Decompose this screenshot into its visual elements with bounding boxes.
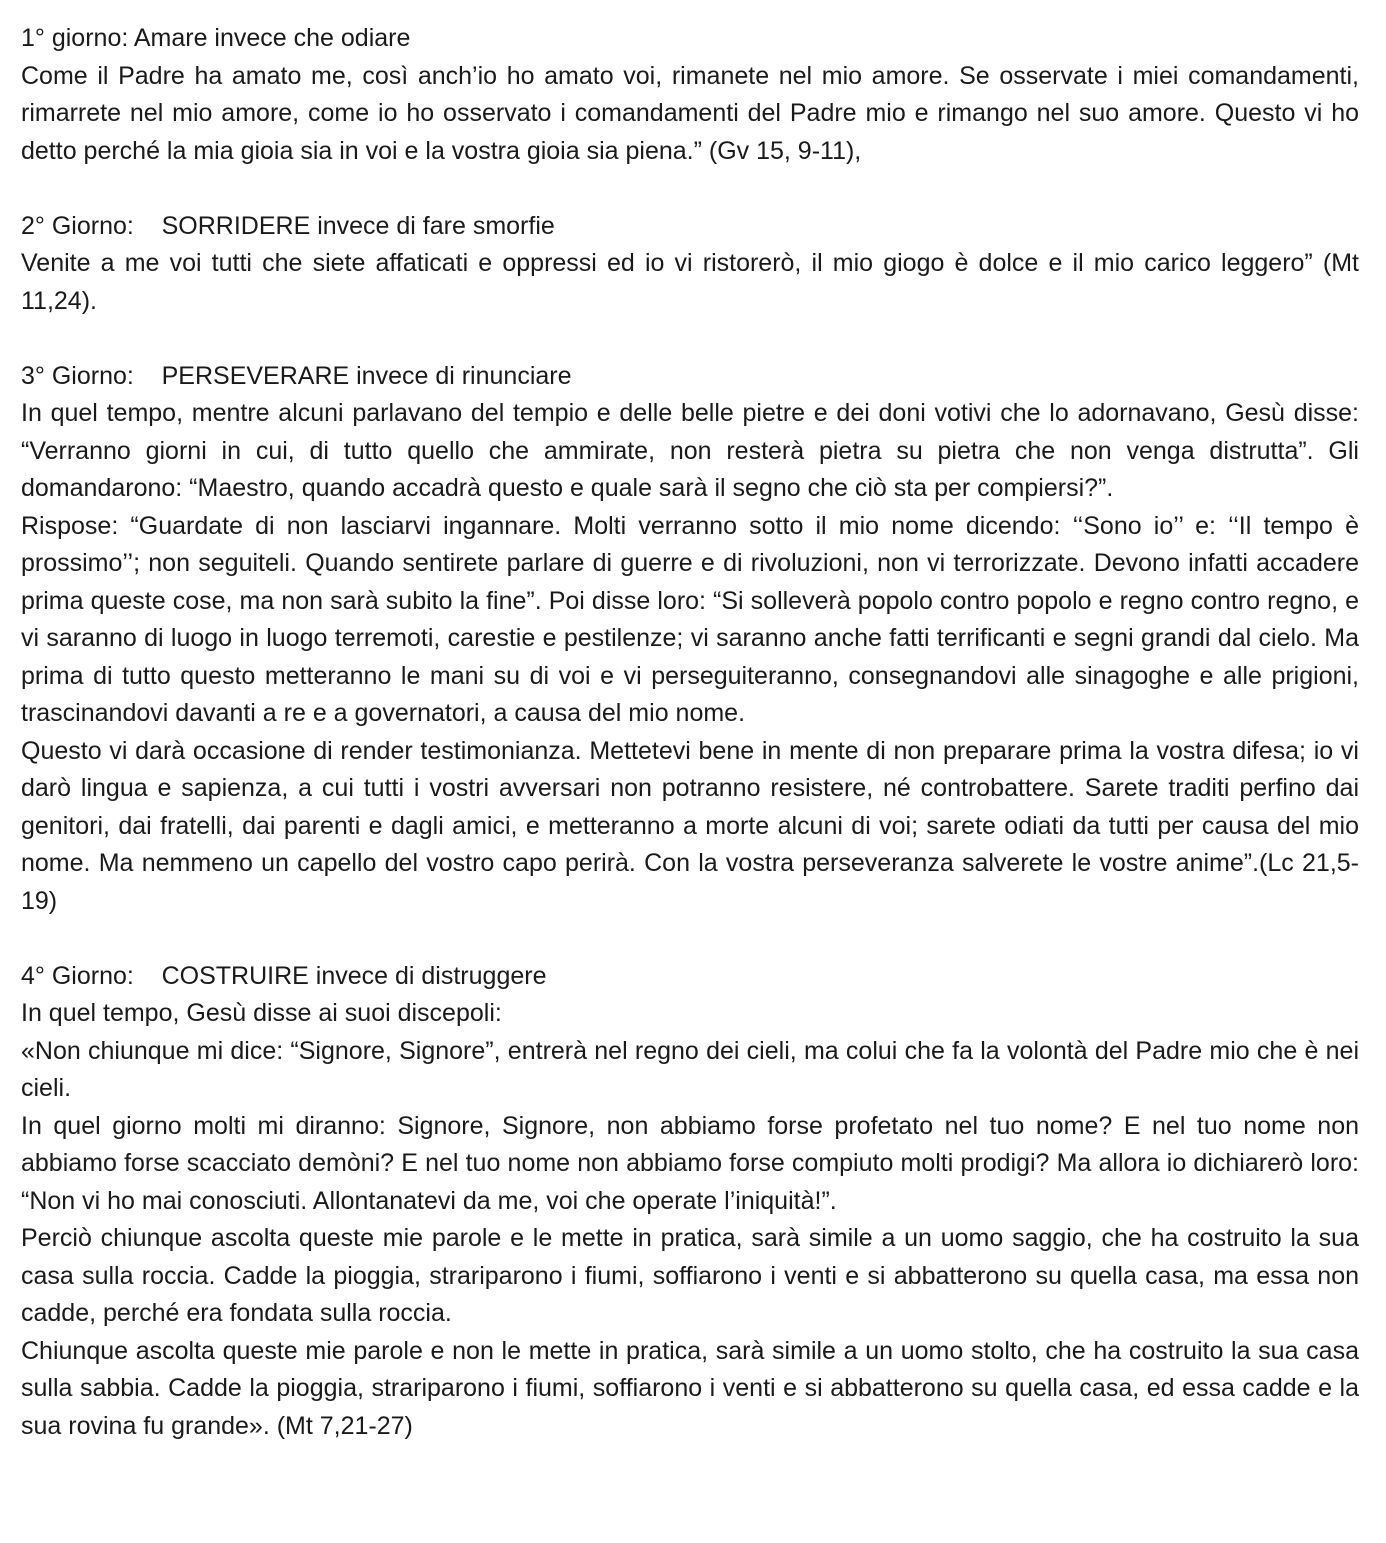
- day-2-heading: 2° Giorno: SORRIDERE invece di fare smorfie: [21, 211, 555, 240]
- day-3-paragraph-1: In quel tempo, mentre alcuni parlavano del tempio e delle belle pietre e dei doni votivi che lo adornavano, Gesù disse: “Verranno giorni in cui, di tutto quello che ammirate, non resterà pietra su pietra che non venga distrutta”. Gli domandarono: “Maestro, quando accadrà questo e quale sarà il segno che ciò sta per compiersi?”.: [21, 399, 1359, 502]
- day-3-paragraph-2: Rispose: “Guardate di non lasciarvi ingannare. Molti verranno sotto il mio nome dicendo: ‘‘Sono io’’ e: ‘‘Il tempo è prossimo’’; non seguiteli. Quando sentirete parlare di guerre e di rivoluzioni, non vi terrorizzate. Devono infatti accadere prima queste cose, ma non sarà subito la fine”. Poi disse loro: “Si solleverà popolo contro popolo e regno contro regno, e vi saranno di luogo in luogo terremoti, carestie e pestilenze; vi saranno anche fatti terrificanti e segni grandi dal cielo. Ma prima di tutto questo metteranno le mani su di voi e vi perseguiteranno, consegnandovi alle sinagoghe e alle prigioni, trascinandovi davanti a re e a governatori, a causa del mio nome.: [21, 511, 1359, 727]
- day-3-paragraph-3: Questo vi darà occasione di render testimonianza. Mettetevi bene in mente di non preparare prima la vostra difesa; io vi darò lingua e sapienza, a cui tutti i vostri avversari non potranno resistere, né controbattere. Sarete traditi perfino dai genitori, dai fratelli, dai parenti e dagli amici, e metteranno a morte alcuni di voi; sarete odiati da tutti per causa del mio nome. Ma nemmeno un capello del vostro capo perirà. Con la vostra perseveranza salverete le vostre anime”.(Lc 21,5-19): [21, 736, 1359, 915]
- document-page: [21, 20, 1359, 1445]
- day-4-paragraph-3: In quel giorno molti mi diranno: Signore, Signore, non abbiamo forse profetato nel tuo nome? E nel tuo nome non abbiamo forse scacciato demòni? E nel tuo nome non abbiamo forse compiuto molti prodigi? Ma allora io dichiarerò loro: “Non vi ho mai conosciuti. Allontanatevi da me, voi che operate l’iniquità!”.: [21, 1111, 1359, 1215]
- day-3-section: [21, 358, 1359, 921]
- day-4-paragraph-1: In quel tempo, Gesù disse ai suoi discepoli:: [21, 999, 502, 1027]
- day-2-paragraph-1: Venite a me voi tutti che siete affaticati e oppressi ed io vi ristorerò, il mio giogo è dolce e il mio carico leggero” (Mt 11,24).: [21, 249, 1359, 315]
- day-4-section: [21, 958, 1359, 1446]
- day-1-heading: 1° giorno: Amare invece che odiare: [21, 24, 411, 52]
- day-4-paragraph-5: Chiunque ascolta queste mie parole e non le mette in pratica, sarà simile a un uomo stolto, che ha costruito la sua casa sulla sabbia. Cadde la pioggia, strariparono i fiumi, soffiarono i venti e si abbatterono su quella casa, ed essa cadde e la sua rovina fu grande». (Mt 7,21-27): [21, 1336, 1359, 1440]
- day-3-heading: 3° Giorno: PERSEVERARE invece di rinunciare: [21, 361, 572, 390]
- day-4-paragraph-4: Perciò chiunque ascolta queste mie parole e le mette in pratica, sarà simile a un uomo saggio, che ha costruito la sua casa sulla roccia. Cadde la pioggia, strariparono i fiumi, soffiarono i venti e si abbatterono su quella casa, ma essa non cadde, perché era fondata sulla roccia.: [21, 1224, 1359, 1327]
- day-4-paragraph-2: «Non chiunque mi dice: “Signore, Signore”, entrerà nel regno dei cieli, ma colui che fa la volontà del Padre mio che è nei cieli.: [21, 1036, 1359, 1102]
- day-4-heading: 4° Giorno: COSTRUIRE invece di distruggere: [21, 961, 547, 990]
- day-1-section: [21, 20, 1359, 170]
- day-1-paragraph-1: Come il Padre ha amato me, così anch’io ho amato voi, rimanete nel mio amore. Se osservate i miei comandamenti, rimarrete nel mio amore, come io ho osservato i comandamenti del Padre mio e rimango nel suo amore. Questo vi ho detto perché la mia gioia sia in voi e la vostra gioia sia piena.” (Gv 15, 9-11),: [21, 61, 1359, 165]
- day-2-section: [21, 208, 1359, 321]
